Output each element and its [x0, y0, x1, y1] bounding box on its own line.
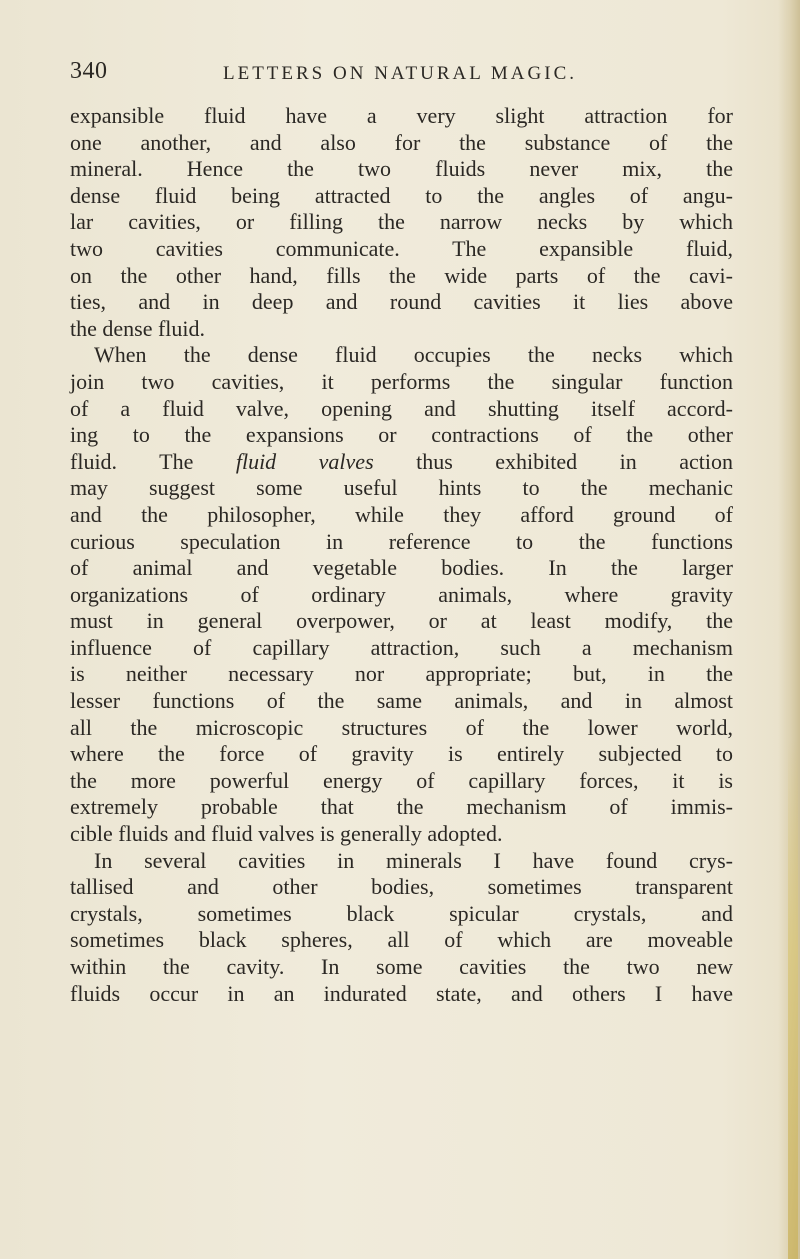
text-line: the more powerful energy of capillary forces, it is — [70, 767, 733, 793]
text-line: dense fluid being attracted to the angles of angu- — [70, 182, 733, 208]
text-line: mineral. Hence the two fluids never mix, the — [70, 156, 733, 182]
body-text — [70, 103, 733, 1007]
text-line: of a fluid valve, opening and shutting itself accord- — [70, 395, 733, 421]
text-line: When the dense fluid occupies the necks which — [94, 342, 733, 368]
text-line: of animal and vegetable bodies. In the larger — [70, 555, 733, 581]
text-line: tallised and other bodies, sometimes transparent — [70, 874, 733, 900]
text-line: influence of capillary attraction, such a mechanism — [70, 634, 733, 660]
text-line: organizations of ordinary animals, where gravity — [70, 581, 733, 607]
text-line: must in general overpower, or at least modify, the — [70, 608, 733, 634]
page-edge-stain — [788, 740, 798, 1259]
text-line: where the force of gravity is entirely subjected to — [70, 741, 733, 767]
page-number: 340 — [70, 58, 108, 84]
emphasized-term: fluid valves — [235, 448, 374, 474]
text-line: cible fluids and fluid valves is generally adopted. — [70, 821, 503, 847]
text-line: is neither necessary nor appropriate; but, in the — [70, 661, 733, 687]
text-line: on the other hand, fills the wide parts of the cavi- — [70, 262, 733, 288]
text-line: fluids occur in an indurated state, and others I have — [70, 980, 733, 1006]
text-line: lesser functions of the same animals, and in almost — [70, 688, 733, 714]
text-line: curious speculation in reference to the functions — [70, 528, 733, 554]
text-line: one another, and also for the substance of the — [70, 129, 733, 155]
text-line: join two cavities, it performs the singular function — [70, 368, 733, 394]
text-line: within the cavity. In some cavities the two new — [70, 954, 733, 979]
text-line: fluid. The fluid valves thus exhibited in action — [70, 448, 734, 474]
text-line: In several cavities in minerals I have found crys- — [94, 847, 733, 873]
text-line: ties, and in deep and round cavities it lies above — [70, 289, 733, 315]
text-line: expansible fluid have a very slight attraction for — [70, 103, 733, 128]
text-line: all the microscopic structures of the lower world, — [70, 714, 733, 740]
text-line: the dense fluid. — [70, 315, 206, 341]
text-line: sometimes black spheres, all of which are moveable — [70, 927, 733, 953]
text-line: may suggest some useful hints to the mechanic — [70, 475, 733, 501]
text-line: two cavities communicate. The expansible fluid, — [70, 235, 733, 261]
text-line: lar cavities, or filling the narrow necks by which — [70, 209, 733, 235]
text-line: crystals, sometimes black spicular crystals, and — [70, 900, 733, 926]
text-line: and the philosopher, while they afford ground of — [70, 501, 733, 527]
text-line: extremely probable that the mechanism of immis- — [70, 794, 733, 820]
running-title: LETTERS ON NATURAL MAGIC. — [222, 63, 577, 84]
text-line: ing to the expansions or contractions of the other — [70, 422, 733, 448]
running-header — [70, 58, 730, 88]
